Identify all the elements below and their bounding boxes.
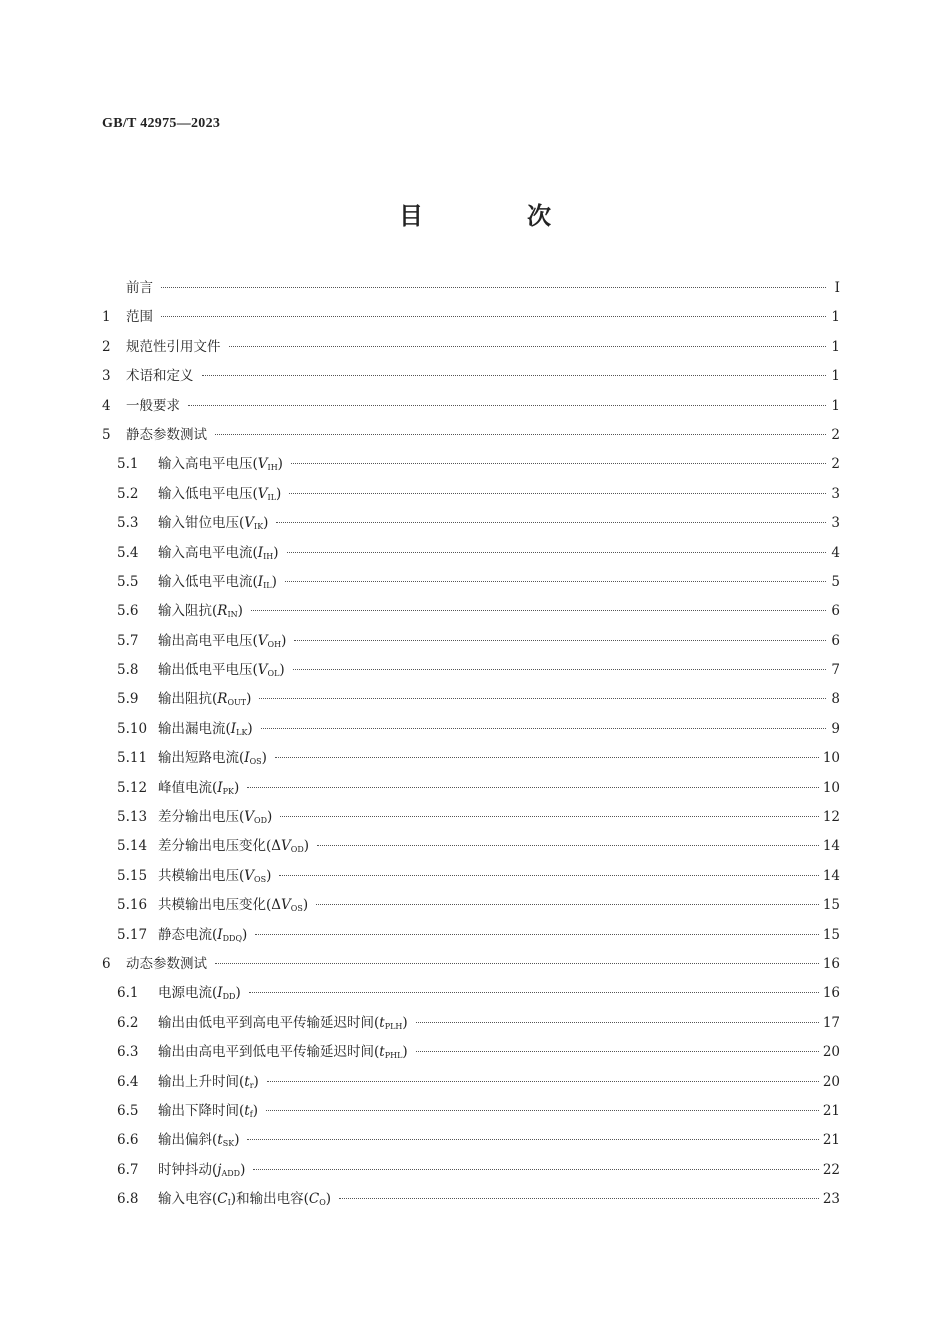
toc-entry-subscript: OL	[267, 669, 280, 679]
toc-entry-text: 术语和定义	[126, 368, 194, 385]
toc-page-number: 23	[822, 1191, 840, 1208]
toc-entry-symbol: V	[257, 632, 268, 649]
toc-entry-text: 输出高电平电压(	[158, 632, 258, 649]
toc-page-number: 21	[822, 1132, 840, 1149]
toc-dot-leader	[253, 1169, 818, 1170]
toc-page-number: 20	[822, 1073, 840, 1090]
toc-entry-symbol: V	[257, 485, 268, 502]
toc-entry-close: )	[253, 1073, 259, 1090]
toc-entry-symbol: R	[217, 691, 228, 708]
toc-entry-text: 输出短路电流(	[158, 750, 245, 767]
toc-entry-symbol: I	[257, 544, 264, 561]
toc-entry-close: )	[252, 1102, 258, 1119]
toc-page-number: 10	[822, 750, 840, 767]
toc-entry-title	[158, 776, 239, 796]
toc-entry-text: 一般要求	[126, 397, 180, 414]
toc-dot-leader	[280, 816, 819, 817]
toc-entry-title	[158, 717, 253, 737]
toc-entry-close: )	[261, 750, 267, 767]
toc-entry-subscript: I	[227, 1198, 231, 1208]
toc-entry[interactable]	[102, 629, 840, 658]
toc-page-number: 5	[831, 573, 840, 590]
toc-entry-title	[158, 452, 283, 472]
toc-dot-leader	[291, 463, 826, 464]
toc-entry-number: 3	[102, 368, 111, 385]
toc-entry-number: 6.7	[117, 1161, 139, 1178]
toc-entry-number: 6.1	[117, 985, 139, 1002]
toc-entry-subscript: O	[319, 1198, 326, 1208]
toc-entry-title	[158, 1011, 408, 1031]
toc-entry-text: 输出低电平电压(	[158, 662, 258, 679]
toc-entry-subscript: LK	[236, 727, 248, 737]
toc-page-number: 6	[831, 603, 840, 620]
toc-entry[interactable]	[102, 1158, 840, 1187]
toc-page-number: 14	[822, 867, 840, 884]
toc-entry[interactable]	[102, 423, 840, 452]
toc-entry-number: 1	[102, 309, 111, 326]
toc-entry-number: 5.17	[117, 926, 148, 943]
toc-dot-leader	[285, 581, 826, 582]
toc-entry-title	[158, 687, 251, 707]
toc-entry-number: 5.11	[117, 750, 148, 767]
toc-entry[interactable]	[102, 305, 840, 334]
toc-entry-number: 5	[102, 426, 111, 443]
toc-entry-title	[126, 276, 153, 296]
toc-entry[interactable]	[102, 452, 840, 481]
toc-entry-close: )	[237, 603, 243, 620]
toc-entry-number: 5.13	[117, 809, 148, 826]
toc-entry-symbol: t	[217, 1132, 223, 1149]
toc-page-number: 1	[831, 397, 840, 414]
toc-page-number: 1	[831, 338, 840, 355]
toc-entry-subscript: IN	[227, 610, 238, 620]
toc-entry-title	[158, 746, 267, 766]
toc-entry-subscript: OD	[290, 845, 304, 855]
toc-entry-close: )	[402, 1014, 408, 1031]
toc-entry-subscript: PK	[222, 786, 234, 796]
toc-dot-leader	[289, 493, 826, 494]
toc-entry-subscript: OH	[267, 639, 282, 649]
toc-entry-number: 6.2	[117, 1014, 139, 1031]
toc-dot-leader	[317, 845, 819, 846]
toc-dot-leader	[247, 787, 819, 788]
toc-entry-text: 输入电容(	[158, 1191, 218, 1208]
toc-entry-subscript: OUT	[227, 698, 247, 708]
toc-entry-subscript: f	[249, 1109, 253, 1119]
toc-entry-subscript: DDQ	[222, 933, 243, 943]
toc-entry-text: 输入高电平电压(	[158, 456, 258, 473]
toc-entry[interactable]	[102, 599, 840, 628]
toc-entry-close: )	[273, 544, 279, 561]
toc-dot-leader	[247, 1139, 818, 1140]
toc-entry-text: 电源电流(	[158, 985, 218, 1002]
toc-entry-subscript: OS	[249, 757, 262, 767]
toc-entry-number: 5.12	[117, 779, 148, 796]
toc-entry-title	[158, 1158, 245, 1178]
toc-entry-close: )和输出电容(	[230, 1191, 309, 1208]
toc-entry-symbol: I	[217, 926, 223, 943]
toc-entry[interactable]	[102, 482, 840, 511]
toc-entry-title	[126, 364, 194, 384]
toc-entry-subscript: OS	[254, 874, 267, 884]
toc-entry-title	[158, 629, 286, 649]
toc-entry[interactable]	[102, 1070, 840, 1099]
toc-dot-leader	[215, 963, 819, 964]
toc-page-number: 1	[831, 368, 840, 385]
toc-entry-close: )	[263, 515, 269, 532]
toc-entry-symbol: I	[244, 750, 250, 767]
toc-page-number: 4	[831, 544, 840, 561]
toc-dot-leader	[293, 669, 826, 670]
toc-entry-title	[158, 864, 271, 884]
toc-entry-close: )	[279, 662, 285, 679]
toc-page-number: 21	[822, 1102, 840, 1119]
toc-dot-leader	[266, 1110, 819, 1111]
toc-page-number: 7	[831, 662, 840, 679]
toc-entry[interactable]	[102, 952, 840, 981]
toc-entry-number: 5.4	[117, 544, 139, 561]
toc-entry-number: 5.2	[117, 485, 139, 502]
toc-page-number: 12	[822, 809, 840, 826]
toc-entry-symbol: I	[230, 720, 237, 737]
toc-entry-number: 5.15	[117, 867, 148, 884]
toc-entry-title	[158, 834, 309, 854]
toc-dot-leader	[416, 1051, 819, 1052]
toc-entry-title	[158, 1099, 258, 1119]
toc-entry-close: )	[233, 779, 240, 796]
toc-dot-leader	[267, 1081, 819, 1082]
toc-entry[interactable]	[102, 1040, 840, 1069]
toc-entry-title	[158, 1187, 331, 1207]
toc-entry-title	[158, 1040, 408, 1060]
toc-entry-subscript: OD	[254, 816, 268, 826]
toc-entry-text: 差分输出电压变化(Δ	[158, 838, 282, 855]
toc-entry-text: 输出偏斜(	[158, 1132, 218, 1149]
toc-entry-number: 5.9	[117, 691, 139, 708]
table-of-contents	[102, 276, 840, 1217]
toc-entry-subscript: ADD	[221, 1168, 241, 1178]
toc-entry-number: 5.16	[117, 897, 148, 914]
toc-entry-title	[158, 923, 247, 943]
toc-entry-symbol: t	[244, 1102, 250, 1119]
toc-entry-number: 5.3	[117, 515, 139, 532]
toc-entry[interactable]	[102, 805, 840, 834]
toc-dot-leader	[202, 375, 827, 376]
toc-entry[interactable]	[102, 717, 840, 746]
toc-page-number: 14	[822, 838, 840, 855]
toc-dot-leader	[416, 1022, 819, 1023]
toc-entry-title	[158, 805, 272, 825]
toc-entry-symbol: I	[257, 573, 264, 590]
toc-entry[interactable]	[102, 687, 840, 716]
toc-entry-symbol: V	[257, 662, 268, 679]
toc-entry-number: 5.10	[117, 720, 148, 737]
toc-entry[interactable]	[102, 541, 840, 570]
toc-page-number: 9	[831, 720, 840, 737]
toc-entry-text: 共模输出电压(	[158, 867, 245, 884]
toc-entry-close: )	[281, 632, 287, 649]
toc-entry-text: 静态电流(	[158, 926, 218, 943]
toc-entry[interactable]	[102, 834, 840, 863]
toc-entry-text: 输出上升时间(	[158, 1073, 245, 1090]
toc-entry-close: )	[277, 456, 283, 473]
toc-entry-subscript: IH	[267, 463, 278, 473]
toc-entry-text: 峰值电流(	[158, 779, 218, 796]
toc-entry[interactable]	[102, 511, 840, 540]
toc-page-number: 17	[822, 1014, 840, 1031]
toc-entry-title	[126, 335, 221, 355]
toc-entry-symbol: t	[379, 1014, 385, 1031]
toc-entry-number: 2	[102, 338, 111, 355]
toc-entry-close: )	[276, 485, 282, 502]
toc-entry-title	[158, 1070, 259, 1090]
toc-entry-number: 5.14	[117, 838, 148, 855]
toc-entry-text: 输出由高电平到低电平传输延迟时间(	[158, 1044, 380, 1061]
toc-entry-subscript: IL	[267, 492, 277, 502]
toc-entry-title	[126, 952, 207, 972]
toc-entry-title	[158, 981, 241, 1001]
toc-entry-number: 4	[102, 397, 111, 414]
toc-entry-number: 6.8	[117, 1191, 139, 1208]
toc-entry[interactable]	[102, 893, 840, 922]
toc-entry-subscript: IH	[263, 551, 274, 561]
toc-dot-leader	[249, 992, 819, 993]
toc-entry[interactable]	[102, 364, 840, 393]
toc-entry-title	[158, 893, 308, 913]
toc-entry-text: 共模输出电压变化(Δ	[158, 897, 282, 914]
toc-entry-title	[158, 570, 277, 590]
toc-entry-symbol: j	[217, 1161, 222, 1178]
toc-page-number: 10	[822, 779, 840, 796]
toc-entry-title	[126, 394, 180, 414]
toc-dot-leader	[229, 346, 827, 347]
toc-dot-leader	[188, 405, 826, 406]
toc-dot-leader	[259, 698, 826, 699]
toc-entry[interactable]	[102, 776, 840, 805]
toc-page-number: 8	[831, 691, 840, 708]
toc-entry-number: 6	[102, 955, 111, 972]
toc-entry[interactable]	[102, 1187, 840, 1216]
toc-dot-leader	[275, 757, 819, 758]
toc-entry-number: 5.7	[117, 632, 139, 649]
toc-entry[interactable]	[102, 335, 840, 364]
toc-entry[interactable]	[102, 570, 840, 599]
toc-entry-close: )	[402, 1044, 408, 1061]
toc-page-number: 15	[822, 926, 840, 943]
toc-page-number: Ⅰ	[834, 280, 840, 296]
toc-entry-title	[158, 658, 285, 678]
toc-entry[interactable]	[102, 658, 840, 687]
toc-entry-title	[126, 423, 207, 443]
toc-entry-text: 时钟抖动(	[158, 1161, 218, 1178]
toc-dot-leader	[279, 875, 818, 876]
toc-entry[interactable]	[102, 394, 840, 423]
toc-entry-number: 6.6	[117, 1132, 139, 1149]
toc-page-number: 20	[822, 1044, 840, 1061]
toc-page-number: 3	[831, 515, 840, 532]
toc-entry-number: 5.8	[117, 662, 139, 679]
toc-entry-subscript: OS	[290, 904, 303, 914]
page-title: 目 次	[399, 201, 591, 230]
toc-entry-symbol: t	[379, 1044, 385, 1061]
toc-page-number: 2	[831, 456, 840, 473]
toc-page-number: 16	[822, 955, 840, 972]
toc-page-number: 15	[822, 897, 840, 914]
toc-entry-text: 输入低电平电流(	[158, 573, 258, 590]
toc-entry-text: 输出阻抗(	[158, 691, 218, 708]
toc-entry-symbol: R	[217, 603, 228, 620]
toc-entry-close: )	[267, 809, 273, 826]
toc-entry-subscript: IK	[254, 522, 264, 532]
toc-entry-symbol: V	[281, 897, 291, 914]
toc-entry-number: 5.6	[117, 603, 139, 620]
toc-entry-number: 6.4	[117, 1073, 139, 1090]
toc-page-number: 6	[831, 632, 840, 649]
toc-entry-text: 规范性引用文件	[126, 338, 221, 355]
toc-dot-leader	[215, 434, 826, 435]
toc-entry-text: 差分输出电压(	[158, 809, 245, 826]
toc-entry-subscript: r	[249, 1080, 254, 1090]
toc-entry-symbol: C	[308, 1191, 320, 1208]
toc-entry-number: 5.5	[117, 573, 139, 590]
toc-entry-title	[158, 511, 268, 531]
toc-entry-text: 范围	[126, 309, 153, 326]
toc-entry-subscript: PLH	[384, 1021, 403, 1031]
toc-entry-close: )	[240, 1161, 246, 1178]
toc-page-number: 1	[831, 309, 840, 326]
toc-dot-leader	[161, 287, 826, 288]
toc-dot-leader	[261, 728, 826, 729]
toc-entry-close: )	[325, 1191, 332, 1208]
toc-entry-number: 5.1	[117, 456, 139, 473]
toc-entry-symbol: V	[244, 867, 255, 884]
toc-dot-leader	[161, 316, 826, 317]
toc-entry-close: )	[247, 720, 253, 737]
toc-dot-leader	[287, 552, 826, 553]
toc-entry-text: 前言	[126, 280, 153, 296]
standard-code: GB/T 42975—2023	[102, 116, 221, 131]
toc-entry-symbol: t	[244, 1073, 250, 1090]
toc-dot-leader	[276, 522, 826, 523]
toc-entry-text: 输入低电平电压(	[158, 485, 258, 502]
toc-entry-symbol: V	[281, 838, 291, 855]
toc-dot-leader	[251, 610, 826, 611]
toc-entry[interactable]	[102, 1099, 840, 1128]
toc-entry-text: 输入高电平电流(	[158, 544, 258, 561]
toc-dot-leader	[339, 1198, 819, 1199]
toc-entry[interactable]	[102, 864, 840, 893]
toc-page-number: 22	[822, 1161, 840, 1178]
toc-entry-title	[158, 482, 281, 502]
toc-entry-symbol: I	[217, 779, 223, 796]
toc-entry-symbol: V	[244, 809, 255, 826]
toc-entry[interactable]	[102, 276, 840, 305]
toc-entry-title	[158, 599, 243, 619]
toc-entry-subscript: SK	[222, 1139, 235, 1149]
toc-entry-subscript: DD	[222, 992, 236, 1002]
toc-entry[interactable]	[102, 1011, 840, 1040]
toc-entry-close: )	[303, 838, 310, 855]
toc-entry-text: 输出下降时间(	[158, 1102, 245, 1119]
toc-entry-close: )	[242, 926, 248, 943]
toc-entry-text: 动态参数测试	[126, 955, 207, 972]
toc-entry-title	[158, 541, 279, 561]
toc-entry-number: 6.3	[117, 1044, 139, 1061]
toc-page-number: 2	[831, 426, 840, 443]
toc-entry-number: 6.5	[117, 1102, 139, 1119]
toc-entry-title	[158, 1128, 239, 1148]
toc-entry-close: )	[302, 897, 309, 914]
toc-entry-close: )	[271, 573, 277, 590]
toc-entry[interactable]	[102, 1128, 840, 1157]
toc-dot-leader	[294, 640, 826, 641]
toc-entry-symbol: V	[244, 515, 255, 532]
toc-entry-close: )	[246, 691, 252, 708]
toc-entry-close: )	[235, 985, 241, 1002]
toc-page-number: 3	[831, 485, 840, 502]
toc-page-number: 16	[822, 985, 840, 1002]
toc-entry-symbol: C	[217, 1191, 228, 1208]
toc-entry-close: )	[234, 1132, 240, 1149]
toc-entry[interactable]	[102, 981, 840, 1010]
toc-entry-subscript: IL	[263, 580, 272, 590]
toc-entry-symbol: V	[257, 456, 268, 473]
toc-dot-leader	[255, 934, 819, 935]
toc-entry-subscript: PHL	[384, 1051, 403, 1061]
toc-dot-leader	[316, 904, 819, 905]
toc-entry-text: 输入钳位电压(	[158, 515, 245, 532]
toc-entry-text: 静态参数测试	[126, 426, 207, 443]
toc-entry-symbol: I	[217, 985, 223, 1002]
toc-entry[interactable]	[102, 923, 840, 952]
toc-entry-title	[126, 305, 153, 325]
toc-entry-close: )	[266, 867, 272, 884]
toc-entry-text: 输入阻抗(	[158, 603, 218, 620]
toc-entry-text: 输出漏电流(	[158, 720, 231, 737]
toc-entry-text: 输出由低电平到高电平传输延迟时间(	[158, 1014, 380, 1031]
toc-entry[interactable]	[102, 746, 840, 775]
